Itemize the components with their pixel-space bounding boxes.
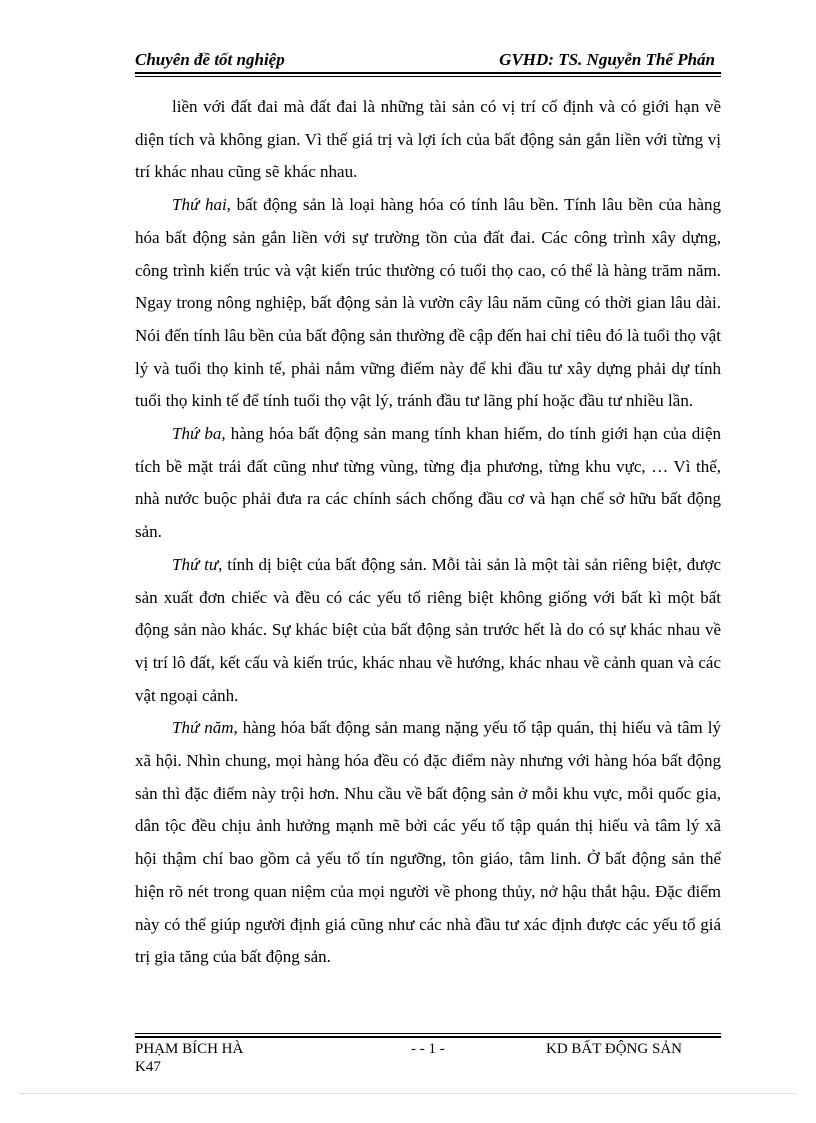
footer-author-name: PHẠM BÍCH HÀ — [135, 1041, 244, 1057]
header-rule-thin — [135, 76, 721, 77]
footer-author-class: K47 — [135, 1059, 161, 1075]
paragraph-text: , hàng hóa bất động sản mang nặng yếu tố tập quán, thị hiếu và tâm lý xã hội. Nhìn chung, mọi hàng hóa đều có đặc điểm này nhưng với hàng hóa bất động sản thì đặc điểm này trội hơn. Nhu cầu về bất động sản ở mỗi khu vực, mỗi quốc gia, dân tộc đều chịu ảnh hưởng mạnh mẽ bởi các yếu tố tập quán thị hiếu và tâm lý xã hội thậm chí bao gồm cả yếu tố tín ngưỡng, tôn giáo, tâm linh. Ở bất động sản thể hiện rõ nét trong quan niệm của mọi người về phong thủy, nở hậu thắt hậu. Đặc điểm này có thể giúp người định giá cũng như các nhà đầu tư xác định được các yếu tố giá trị gia tăng của bất động sản. — [135, 718, 721, 967]
header-rule — [135, 72, 721, 74]
page-header — [135, 48, 721, 72]
paragraph-text: , tính dị biệt của bất động sản. Mỗi tài sản là một tài sản riêng biệt, được sản xuất đơn chiếc và đều có các yếu tố riêng biệt không giống với bất kì một bất động sản nào khác. Sự khác biệt của bất động sản trước hết là do có sự khác nhau về vị trí lô đất, kết cấu và kiến trúc, khác nhau về hướng, khác nhau về cảnh quan và các vật ngoại cảnh. — [135, 554, 721, 705]
paragraph-label: Thứ hai — [172, 195, 227, 215]
footer-rule — [135, 1036, 721, 1038]
paragraph-text: , bất động sản là loại hàng hóa có tính lâu bền. Tính lâu bền của hàng hóa bất động sản gắn liền với sự trường tồn của đất đai. Các công trình xây dựng, công trình kiến trúc và vật kiến trúc thường có tuổi thọ cao, có thể là hàng trăm năm. Ngay trong nông nghiệp, bất động sản là vườn cây lâu năm cũng có thời gian lâu dài. Nói đến tính lâu bền của bất động sản thường đề cập đến hai chỉ tiêu đó là tuổi thọ vật lý và tuổi thọ kinh tế, phải nắm vững điểm này để khi đầu tư xây dựng phải dự tính tuổi thọ kinh tế để tính tuổi thọ vật lý, tránh đầu tư lãng phí hoặc đầu tư nhiều lần. — [135, 195, 721, 411]
footer-page-number: - - 1 - — [411, 1041, 445, 1057]
document-body — [135, 91, 721, 974]
paragraph-label: Thứ tư — [172, 554, 219, 574]
paragraph-thu-hai — [135, 189, 721, 418]
paragraph-thu-tu — [135, 549, 721, 713]
paragraph-continuation — [135, 91, 721, 189]
paragraph-text: hàng hóa bất động sản mang tính khan hiếm, do tính giới hạn của diện tích bề mặt trái đất cũng như từng vùng, từng địa phương, từng khu vực, … Vì thế, nhà nước buộc phải đưa ra các chính sách chống đầu cơ và hạn chế sở hữu bất động sản. — [135, 424, 721, 542]
paragraph-thu-nam — [135, 712, 721, 974]
page-edge — [20, 1093, 796, 1094]
header-advisor: GVHD: TS. Nguyễn Thế Phán — [499, 50, 715, 69]
footer-department: KD BẤT ĐỘNG SẢN — [546, 1041, 682, 1057]
paragraph-thu-ba — [135, 418, 721, 549]
paragraph-text: liền với đất đai mà đất đai là những tài sản có vị trí cố định và có giới hạn về diện tích và không gian. Vì thế giá trị và lợi ích của bất động sản gắn liền với từng vị trí khác nhau cũng sẽ khác nhau. — [135, 97, 721, 182]
paragraph-label: Thứ ba, — [172, 424, 226, 444]
footer-rule-thin — [135, 1033, 721, 1034]
paragraph-label: Thứ năm — [172, 718, 234, 738]
header-document-title: Chuyên đề tốt nghiệp — [135, 50, 285, 69]
